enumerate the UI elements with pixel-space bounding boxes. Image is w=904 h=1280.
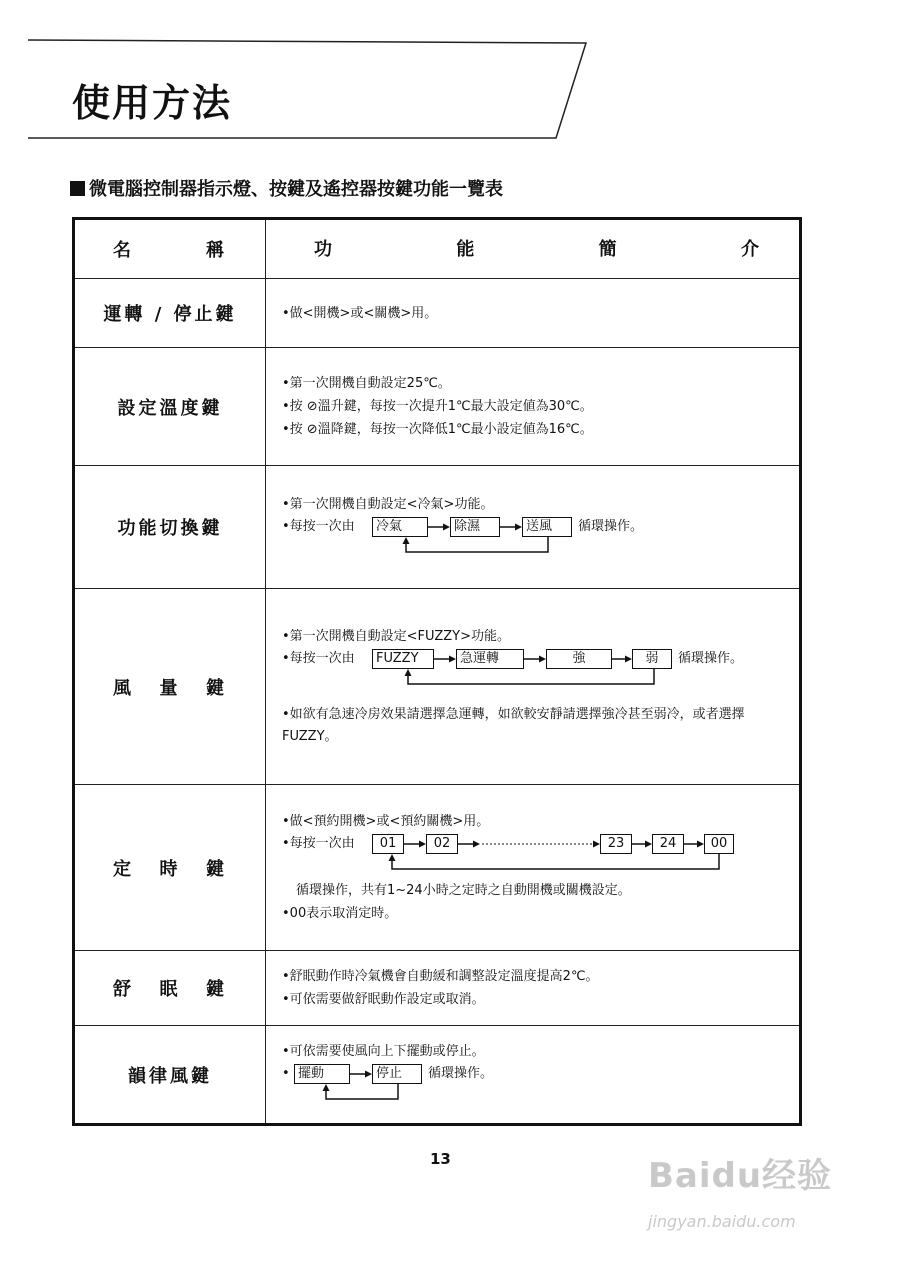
header-name-char: 稱 bbox=[206, 240, 227, 261]
name-char: 鍵 bbox=[206, 677, 227, 699]
page-title: 使用方法 bbox=[72, 81, 233, 125]
table-header-row bbox=[75, 220, 799, 278]
temperature-desc bbox=[266, 348, 799, 465]
header-desc-char: 能 bbox=[456, 238, 475, 260]
header-name-cell bbox=[75, 220, 266, 278]
flow-lead-text: • bbox=[282, 1066, 290, 1081]
desc-line: 循環操作，共有1~24小時之定時之自動開機或關機設定。 bbox=[296, 883, 631, 898]
timer-cycle-diagram bbox=[282, 833, 783, 879]
header-desc-char: 介 bbox=[740, 238, 759, 260]
table-row-swing bbox=[75, 1025, 799, 1123]
timer-step-box: 01 bbox=[372, 834, 404, 854]
run-stop-desc bbox=[266, 279, 799, 347]
mode-key-name: 功能切換鍵 bbox=[75, 466, 266, 588]
desc-line: •第一次開機自動設定<FUZZY>功能。 bbox=[282, 629, 510, 644]
flow-lead-text: •每按一次由 bbox=[282, 518, 355, 534]
function-table bbox=[72, 217, 802, 1126]
table-row-mode bbox=[75, 465, 799, 588]
desc-line: •第一次開機自動設定25℃。 bbox=[282, 376, 451, 391]
table-row-run-stop bbox=[75, 278, 799, 347]
name-char: 定 bbox=[113, 858, 134, 880]
table-row-sleep bbox=[75, 950, 799, 1025]
fan-step-box: 強 bbox=[546, 649, 612, 669]
timer-step-box: 00 bbox=[704, 834, 734, 854]
swing-key-name: 韻律風鍵 bbox=[75, 1026, 266, 1123]
flow-lead-text: •每按一次由 bbox=[282, 836, 355, 851]
cycle-arrows-icon bbox=[282, 516, 702, 562]
desc-line: •做<開機>或<關機>用。 bbox=[282, 305, 438, 321]
fan-key-name bbox=[75, 589, 266, 784]
table-row-fan bbox=[75, 588, 799, 784]
table-row-temperature bbox=[75, 347, 799, 465]
name-char: 舒 bbox=[113, 979, 134, 1000]
flow-tail-text: 循環操作。 bbox=[578, 518, 644, 534]
watermark-url: jingyan.baidu.com bbox=[648, 1212, 796, 1231]
baidu-logo: Baidu经验 bbox=[648, 1156, 833, 1196]
page-number: 13 bbox=[430, 1150, 451, 1168]
name-char: 量 bbox=[159, 677, 181, 699]
mode-desc bbox=[266, 466, 799, 588]
sleep-desc bbox=[266, 951, 799, 1025]
name-char: 眠 bbox=[159, 979, 181, 1000]
header-name-char: 名 bbox=[113, 240, 134, 261]
desc-line: •按 ⊘溫升鍵，每按一次提升1℃最大設定値為30℃。 bbox=[282, 399, 593, 414]
timer-key-name bbox=[75, 785, 266, 950]
desc-line: •第一次開機自動設定<冷氣>功能。 bbox=[282, 496, 494, 512]
swing-step-box: 擺動 bbox=[294, 1064, 350, 1084]
header-desc-cell bbox=[266, 220, 799, 278]
name-char: 時 bbox=[159, 858, 181, 880]
fan-step-box: FUZZY bbox=[372, 649, 434, 669]
fan-step-box: 弱 bbox=[632, 649, 672, 669]
flow-lead-text: •每按一次由 bbox=[282, 651, 355, 666]
desc-line: •可依需要使風向上下擺動或停止。 bbox=[282, 1044, 485, 1059]
desc-line: •00表示取消定時。 bbox=[282, 906, 398, 921]
fan-cycle-diagram bbox=[282, 648, 783, 694]
temperature-key-name: 設定溫度鍵 bbox=[75, 348, 266, 465]
baidu-watermark bbox=[648, 1148, 878, 1248]
timer-step-box: 24 bbox=[652, 834, 684, 854]
cycle-arrows-icon bbox=[282, 833, 762, 879]
mode-step-box: 除濕 bbox=[450, 517, 500, 537]
swing-desc bbox=[266, 1026, 799, 1123]
swing-step-box: 停止 bbox=[372, 1064, 422, 1084]
desc-line: •可依需要做舒眠動作設定或取消。 bbox=[282, 992, 485, 1007]
flow-tail-text: 循環操作。 bbox=[678, 651, 744, 666]
fan-desc bbox=[266, 589, 799, 784]
fan-note: •如欲有急速冷房效果請選擇急運轉，如欲較安靜請選擇強冷甚至弱冷，或者選擇FUZZY。 bbox=[282, 707, 745, 744]
swing-cycle-diagram bbox=[282, 1063, 783, 1109]
mode-step-box: 送風 bbox=[522, 517, 572, 537]
mode-cycle-diagram bbox=[282, 516, 783, 562]
timer-desc bbox=[266, 785, 799, 950]
section-heading bbox=[70, 175, 503, 201]
timer-step-box: 23 bbox=[600, 834, 632, 854]
timer-step-box: 02 bbox=[426, 834, 458, 854]
header-desc-char: 功 bbox=[314, 238, 332, 260]
cycle-arrows-icon bbox=[282, 648, 762, 694]
run-stop-key-name: 運轉 / 停止鍵 bbox=[75, 279, 266, 347]
fan-step-box: 急運轉 bbox=[456, 649, 524, 669]
cycle-arrows-icon bbox=[282, 1063, 522, 1109]
mode-step-box: 冷氣 bbox=[372, 517, 428, 537]
section-heading-text: 微電腦控制器指示燈、按鍵及遙控器按鍵功能一覽表 bbox=[89, 179, 503, 200]
flow-tail-text: 循環操作。 bbox=[428, 1066, 494, 1081]
square-bullet-icon bbox=[70, 181, 85, 196]
desc-line: •舒眠動作時冷氣機會自動緩和調整設定溫度提高2℃。 bbox=[282, 969, 599, 984]
sleep-key-name bbox=[75, 951, 266, 1025]
desc-line: •按 ⊘溫降鍵，每按一次降低1℃最小設定値為16℃。 bbox=[282, 422, 593, 437]
desc-line: •做<預約開機>或<預約關機>用。 bbox=[282, 814, 490, 829]
name-char: 鍵 bbox=[206, 858, 227, 880]
header-desc-char: 簡 bbox=[598, 238, 617, 260]
name-char: 鍵 bbox=[206, 979, 227, 1000]
table-row-timer bbox=[75, 784, 799, 950]
name-char: 風 bbox=[113, 677, 134, 699]
